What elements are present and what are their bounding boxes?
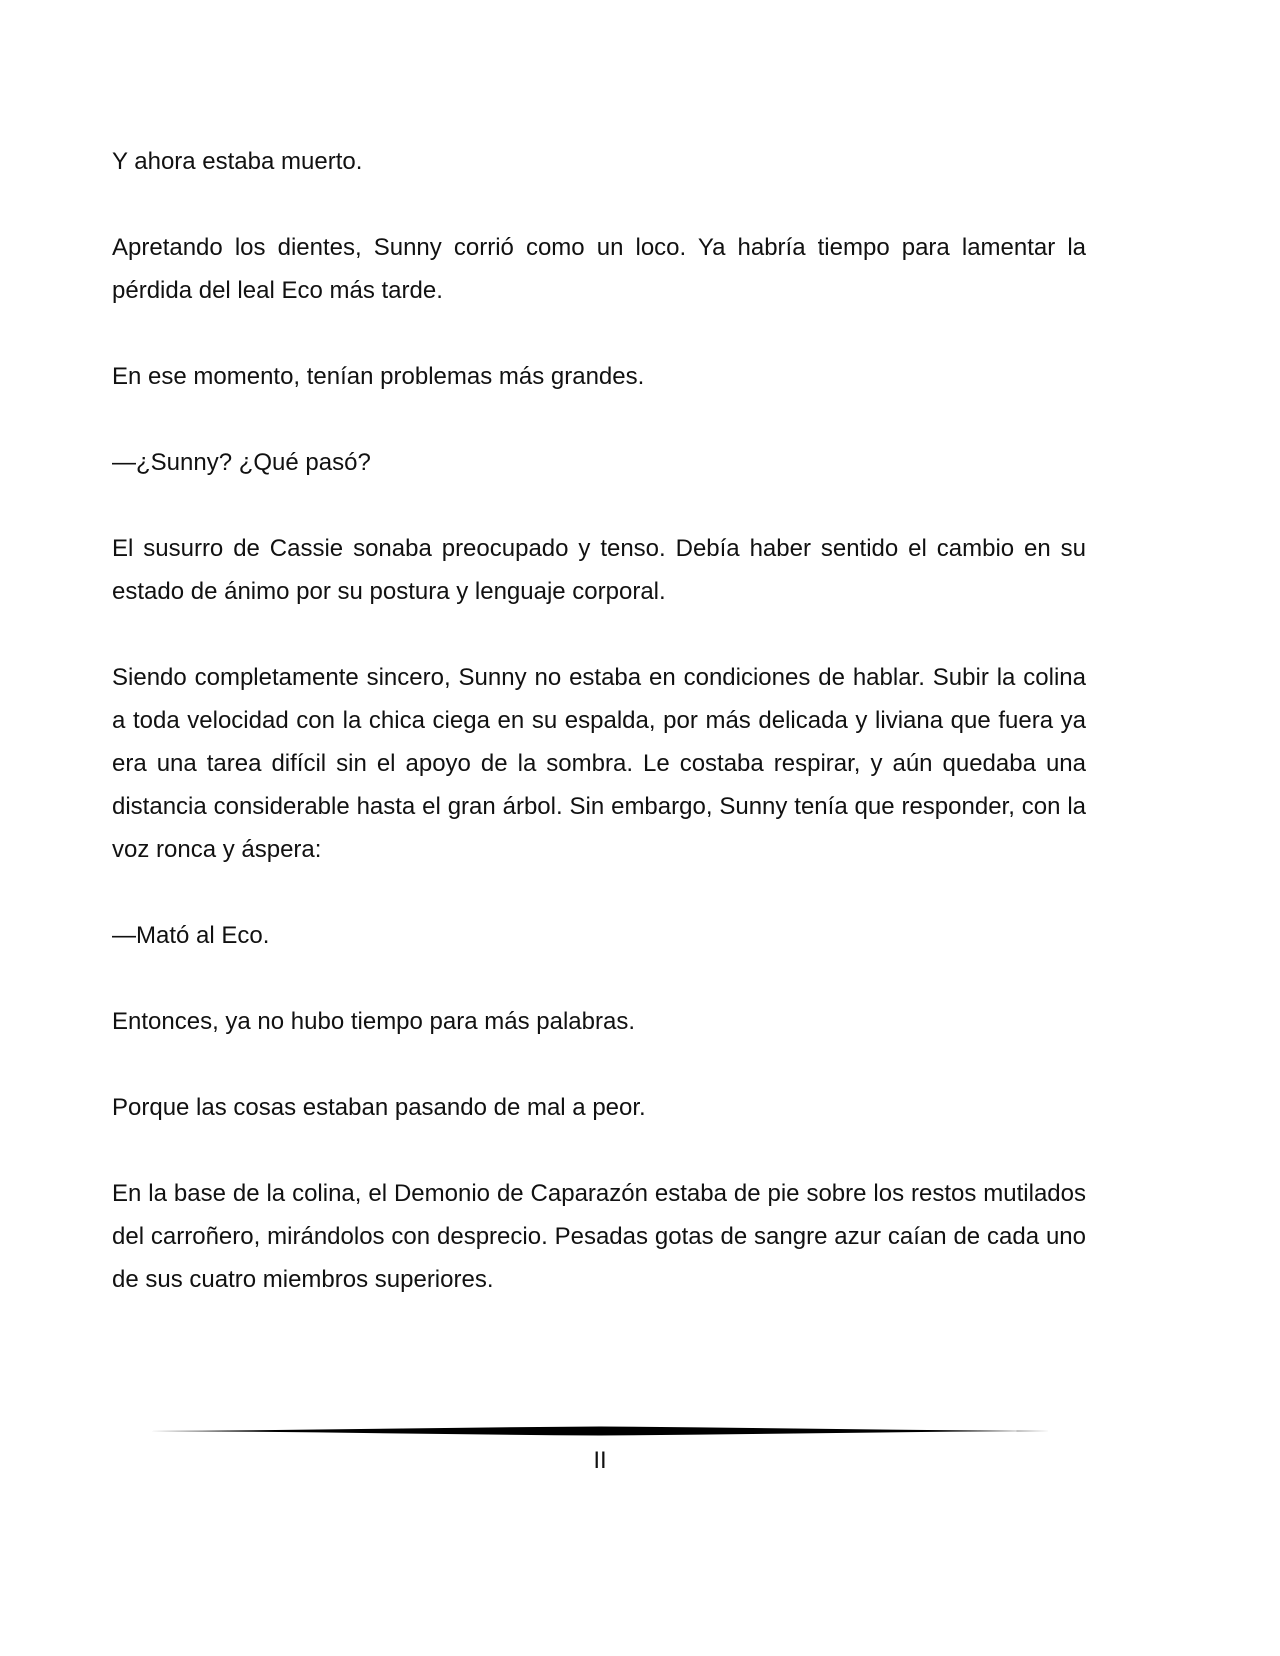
paragraph: En la base de la colina, el Demonio de Caparazón estaba de pie sobre los restos mutilados del carroñero, mirándolos con desprecio. Pesadas gotas de sangre azur caían de cada uno de sus cuatro miembros superiores. (112, 1180, 1086, 1293)
dialogue-paragraph: —Mató al Eco. (112, 922, 270, 949)
paragraph: El susurro de Cassie sonaba preocupado y tenso. Debía haber sentido el cambio en su estado de ánimo por su postura y lenguaje corporal. (112, 535, 1086, 605)
paragraph: Siendo completamente sincero, Sunny no estaba en condiciones de hablar. Subir la colina a toda velocidad con la chica ciega en su espalda, por más delicada y liviana que fuera ya era una tarea difícil sin el apoyo de la sombra. Le costaba respirar, y aún quedaba una distancia considerable hasta el gran árbol. Sin embargo, Sunny tenía que responder, con la voz ronca y áspera: (112, 664, 1086, 863)
footer-ornament-rule (150, 1424, 1050, 1438)
page-number: II (593, 1447, 607, 1474)
body-text (112, 140, 1086, 1301)
dialogue-paragraph: —¿Sunny? ¿Qué pasó? (112, 449, 371, 476)
paragraph: En ese momento, tenían problemas más grandes. (112, 363, 645, 390)
paragraph: Porque las cosas estaban pasando de mal a peor. (112, 1094, 646, 1121)
paragraph: Y ahora estaba muerto. (112, 148, 363, 175)
paragraph: Apretando los dientes, Sunny corrió como un loco. Ya habría tiempo para lamentar la pérdida del leal Eco más tarde. (112, 234, 1086, 304)
paragraph: Entonces, ya no hubo tiempo para más palabras. (112, 1008, 635, 1035)
